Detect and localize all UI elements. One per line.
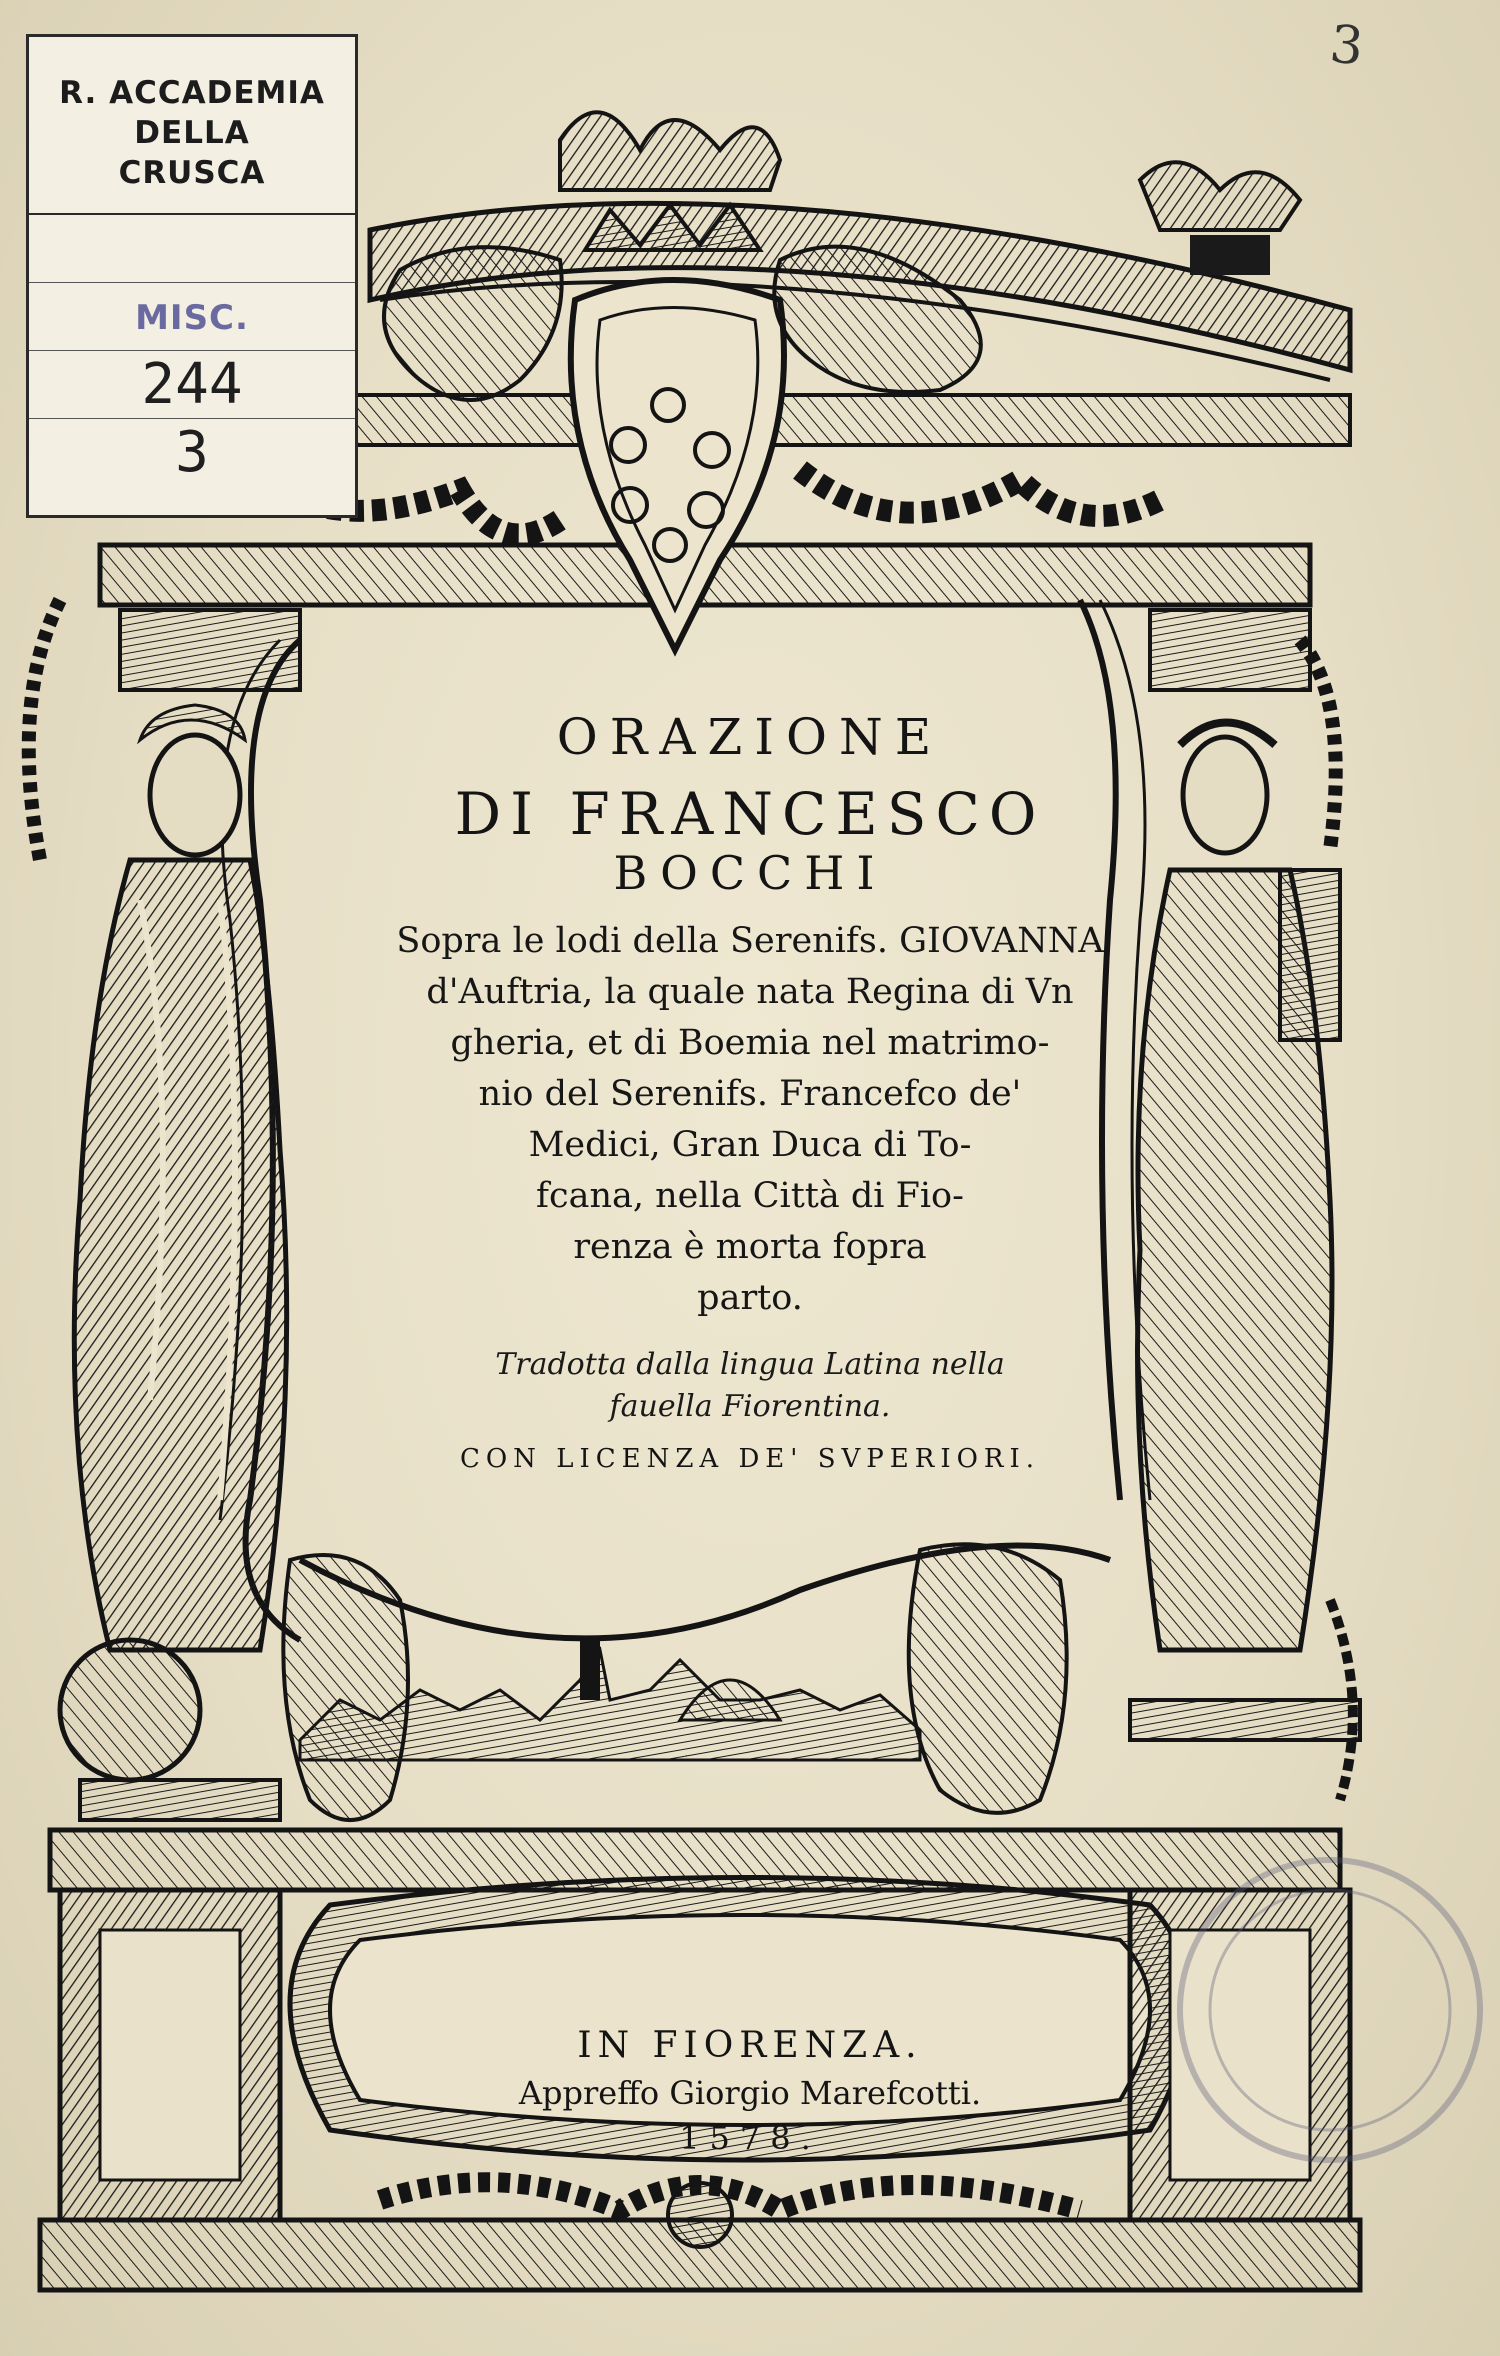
title-line-3: BOCCHI <box>613 846 887 900</box>
description-line: Medici, Gran Duca di To- <box>528 1125 972 1165</box>
label-line-3: CRUSCA <box>118 155 266 191</box>
imprint-printer: Appreffo Giorgio Marefcotti. <box>518 2074 982 2112</box>
shelfmark-label <box>26 34 358 518</box>
description-line: d'Auftria, la quale nata Regina di Vn <box>426 972 1074 1012</box>
license-line: CON LICENZA DE' SVPERIORI. <box>459 1444 1041 1474</box>
title-description <box>300 916 1200 1324</box>
corner-pencil-note: 3 <box>1326 14 1367 78</box>
title-line-2: DI FRANCESCO <box>454 780 1046 848</box>
translation-line-2: fauella Fiorentina. <box>609 1389 891 1424</box>
description-line: nio del Serenifs. Francefco de' <box>478 1074 1022 1114</box>
label-sub-number: 3 <box>175 420 209 485</box>
description-line: gheria, et di Boemia nel matrimo- <box>450 1023 1050 1063</box>
title-line-1: ORAZIONE <box>556 708 944 766</box>
label-header <box>29 37 355 215</box>
translation-line-1: Tradotta dalla lingua Latina nella <box>495 1347 1005 1382</box>
label-shelf-number: 244 <box>29 351 355 419</box>
imprint-city: IN FIORENZA. <box>577 2025 923 2066</box>
imprint <box>390 2022 1110 2160</box>
label-line-2: DELLA <box>134 115 250 151</box>
description-line: renza è morta fopra <box>573 1227 927 1267</box>
label-line-1: R. ACCADEMIA <box>59 75 325 111</box>
description-line: Sopra le lodi della Serenifs. GIOVANNA <box>396 921 1104 961</box>
translation-note <box>300 1344 1200 1428</box>
description-line: parto. <box>697 1278 803 1318</box>
label-row-blank <box>29 215 355 283</box>
imprint-year: 1578. <box>679 2119 821 2157</box>
description-line: fcana, nella Città di Fio- <box>536 1176 964 1216</box>
label-misc-stamp: MISC. <box>29 283 355 351</box>
